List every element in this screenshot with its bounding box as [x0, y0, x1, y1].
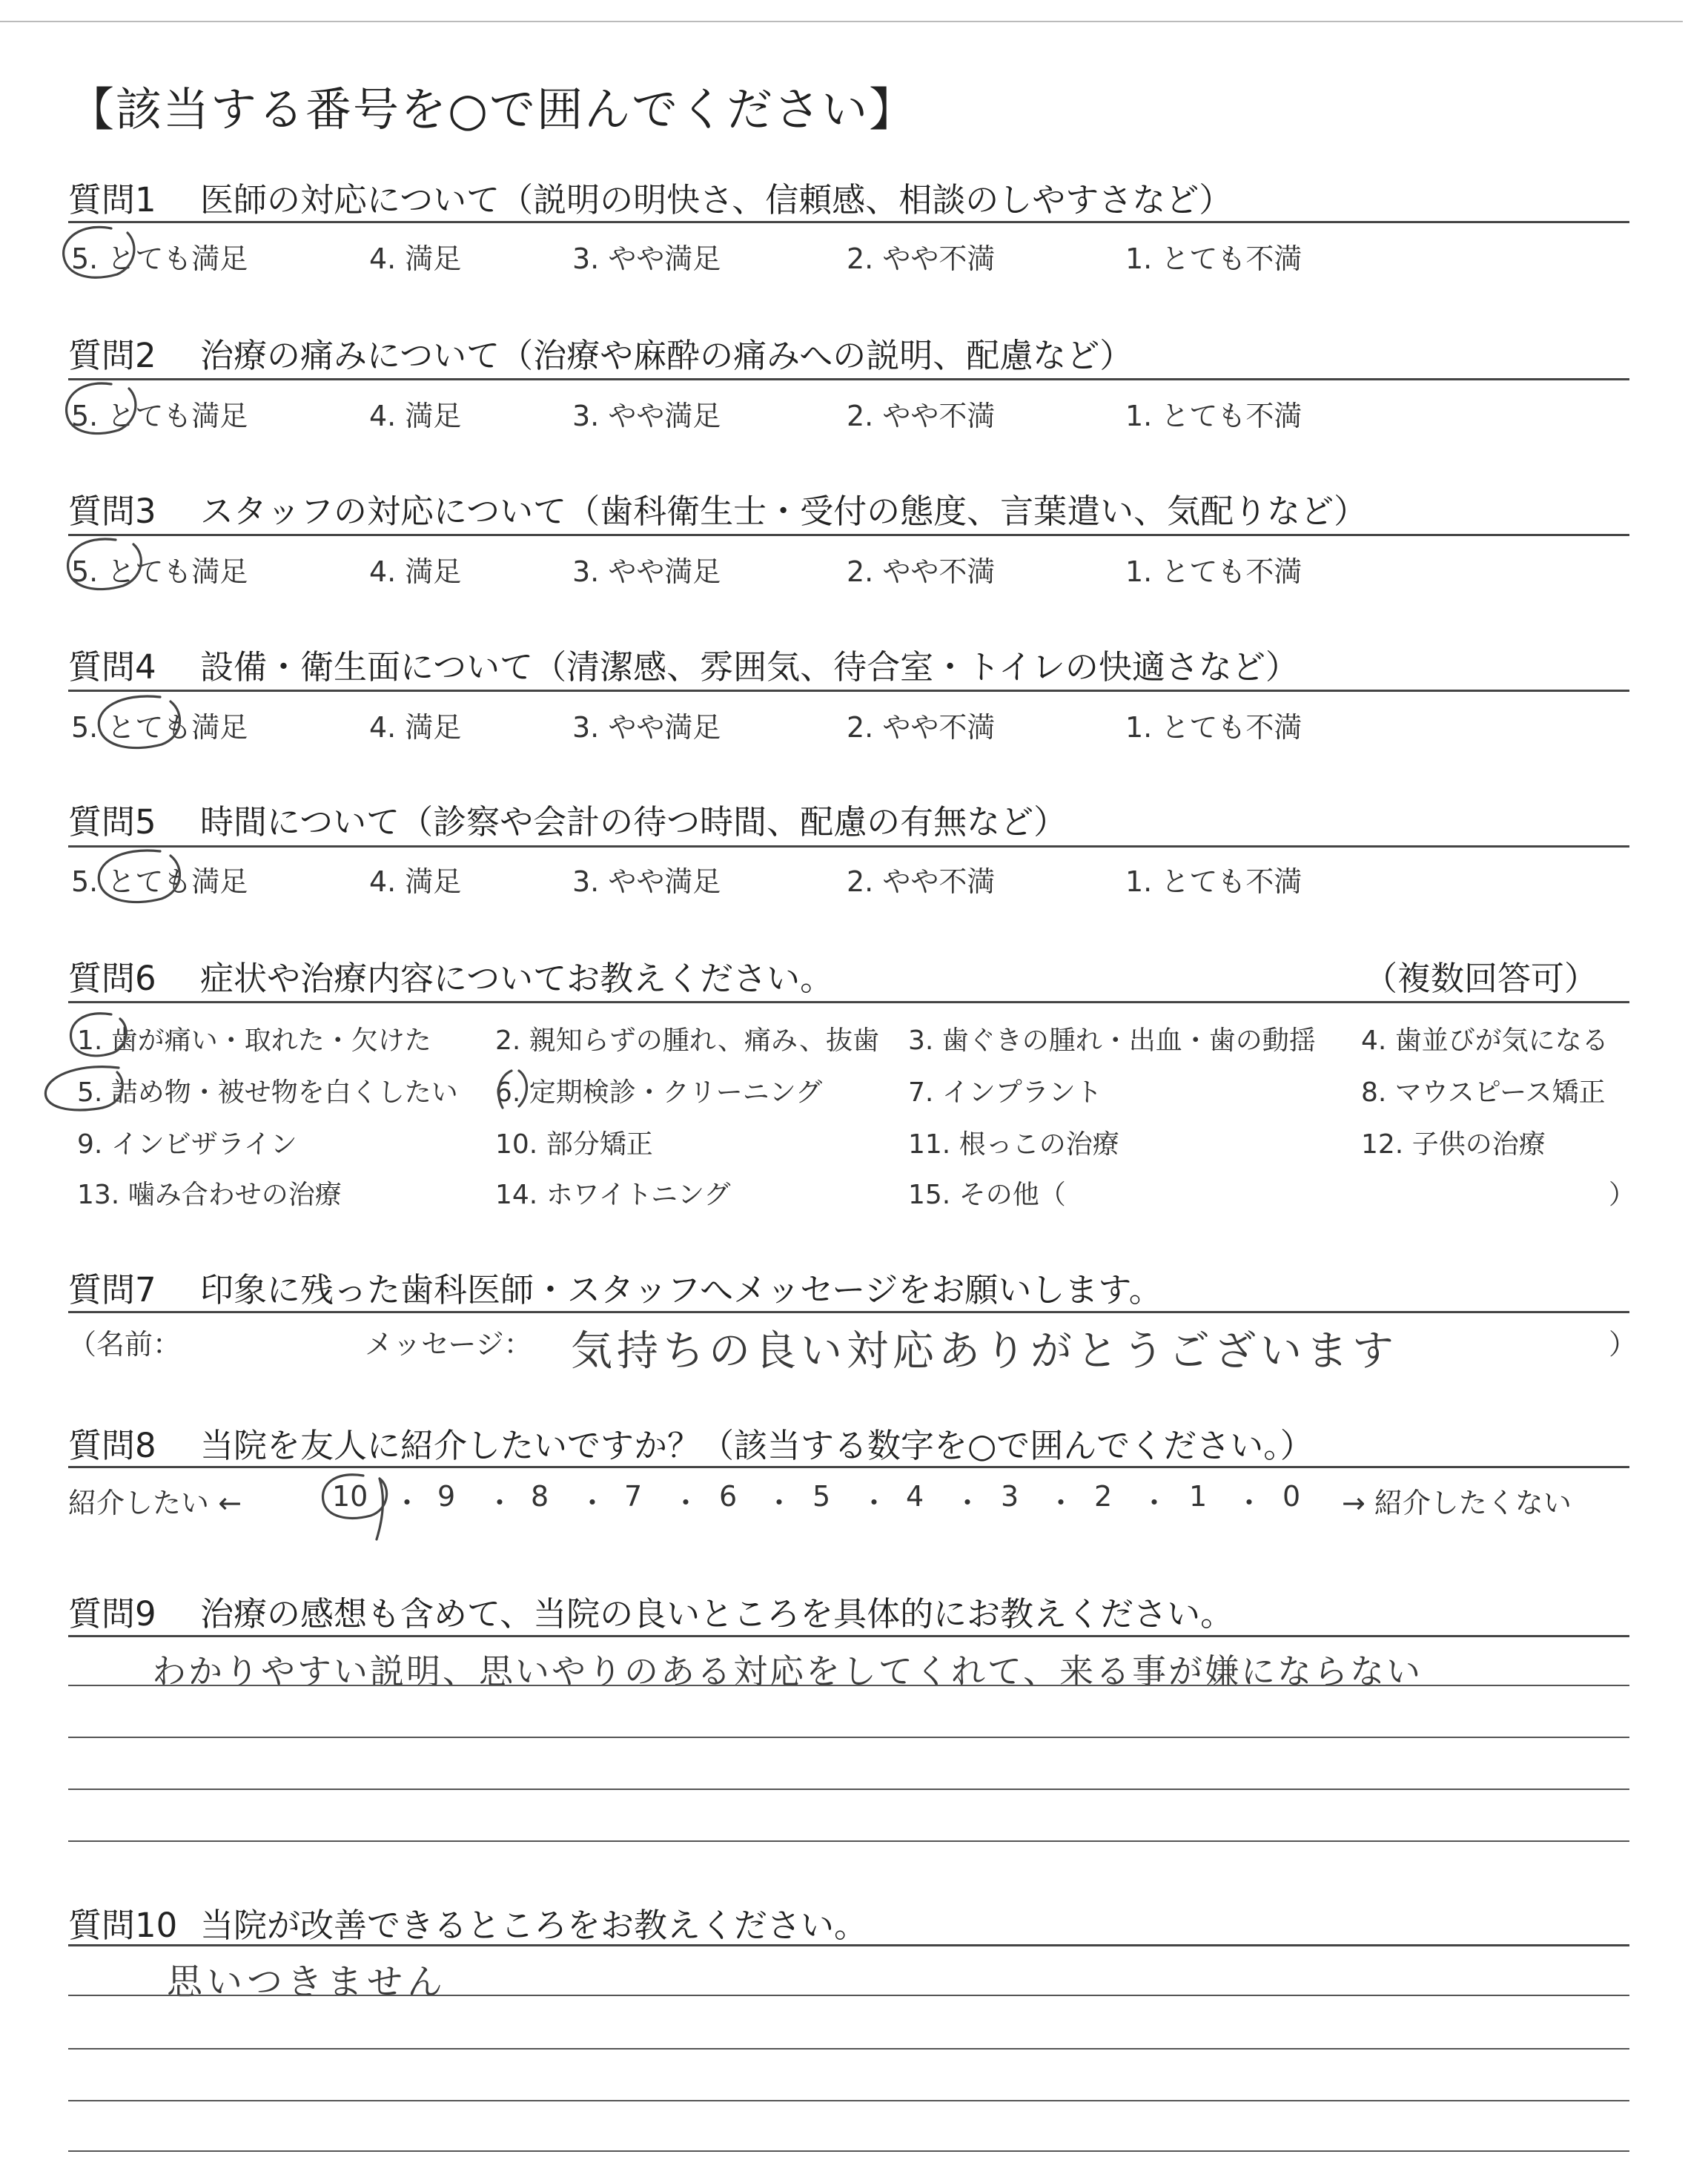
- question-7-text: 印象に残った歯科医師・スタッフへメッセージをお願いします。: [200, 1270, 1162, 1309]
- q8-score-3[interactable]: 3: [1001, 1480, 1019, 1513]
- q5-option-2[interactable]: 2. やや不満: [847, 865, 996, 898]
- q3-option-2[interactable]: 2. やや不満: [847, 555, 996, 588]
- q10-answer-line: [68, 2100, 1629, 2101]
- question-9-title: [68, 1587, 1234, 1635]
- question-4-title: [68, 640, 1299, 688]
- question-1-rule: [68, 221, 1629, 223]
- q6-option-2[interactable]: 2. 親知らずの腫れ、痛み、抜歯: [495, 1025, 880, 1056]
- q3-option-4[interactable]: 4. 満足: [369, 555, 462, 588]
- question-9-number: 質問9: [68, 1594, 156, 1634]
- q8-dot: ・: [953, 1487, 982, 1519]
- question-3-number: 質問3: [68, 492, 156, 531]
- q1-option-2[interactable]: 2. やや不満: [847, 242, 996, 275]
- q7-name-label: （名前：: [68, 1328, 182, 1361]
- q8-dot: ・: [765, 1487, 794, 1519]
- q10-answer-line: [68, 1995, 1629, 1996]
- q8-score-4[interactable]: 4: [906, 1480, 924, 1513]
- question-6-text: 症状や治療内容についてお教えください。: [200, 959, 834, 998]
- q10-answer-line: [68, 2048, 1629, 2050]
- q5-option-1[interactable]: 1. とても不満: [1125, 865, 1302, 898]
- question-10-number: 質問10: [68, 1906, 178, 1945]
- q2-option-3[interactable]: 3. やや満足: [572, 400, 721, 432]
- q6-option-11[interactable]: 11. 根っこの治療: [908, 1129, 1119, 1160]
- question-7-title: [68, 1263, 1162, 1311]
- q9-answer-line: [68, 1685, 1629, 1686]
- q9-answer-line: [68, 1840, 1629, 1842]
- question-3-rule: [68, 534, 1629, 536]
- q8-right-label: → 紹介したくない: [1342, 1487, 1572, 1519]
- question-6-rule: [68, 1001, 1629, 1003]
- q6-option-14[interactable]: 14. ホワイトニング: [495, 1180, 731, 1210]
- q4-option-3[interactable]: 3. やや満足: [572, 711, 721, 744]
- question-2-title: [68, 328, 1133, 377]
- question-1-text: 医師の対応について（説明の明快さ、信頼感、相談のしやすさなど）: [200, 180, 1233, 219]
- q8-score-1[interactable]: 1: [1189, 1480, 1208, 1513]
- q9-answer-line: [68, 1789, 1629, 1790]
- q3-option-5[interactable]: 5. とても満足: [71, 555, 248, 588]
- question-5-title: [68, 795, 1067, 843]
- q8-dot: ・: [1140, 1487, 1169, 1519]
- q8-score-0[interactable]: 0: [1282, 1480, 1301, 1513]
- q4-option-2[interactable]: 2. やや不満: [847, 711, 996, 744]
- question-8-title: [68, 1418, 1314, 1467]
- question-3-title: [68, 484, 1367, 532]
- question-8-number: 質問8: [68, 1426, 156, 1465]
- q6-option-5[interactable]: 5. 詰め物・被せ物を白くしたい: [77, 1077, 458, 1108]
- q5-option-4[interactable]: 4. 満足: [369, 865, 462, 898]
- q6-option-7[interactable]: 7. インプラント: [908, 1077, 1102, 1108]
- q10-answer-line: [68, 2150, 1629, 2152]
- question-3-text: スタッフの対応について（歯科衛生士・受付の態度、言葉遣い、気配りなど）: [200, 492, 1368, 531]
- question-2-text: 治療の痛みについて（治療や麻酔の痛みへの説明、配慮など）: [200, 336, 1133, 375]
- q2-option-5[interactable]: 5. とても満足: [71, 400, 248, 432]
- q1-option-4[interactable]: 4. 満足: [369, 242, 462, 275]
- question-9-rule: [68, 1635, 1629, 1637]
- q6-option-10[interactable]: 10. 部分矯正: [495, 1129, 653, 1160]
- question-6-number: 質問6: [68, 959, 156, 998]
- q4-option-5[interactable]: 5. とても満足: [71, 711, 248, 744]
- q8-dot: ・: [672, 1487, 701, 1519]
- q5-option-5[interactable]: 5. とても満足: [71, 865, 248, 898]
- question-1-number: 質問1: [68, 180, 156, 219]
- q3-option-3[interactable]: 3. やや満足: [572, 555, 721, 588]
- question-2-number: 質問2: [68, 336, 156, 375]
- q6-option-6[interactable]: 6. 定期検診・クリーニング: [495, 1077, 823, 1108]
- question-5-text: 時間について（診察や会計の待つ時間、配慮の有無など）: [200, 802, 1068, 842]
- q6-option-1[interactable]: 1. 歯が痛い・取れた・欠けた: [77, 1025, 431, 1056]
- question-9-text: 治療の感想も含めて、当院の良いところを具体的にお教えください。: [200, 1594, 1234, 1634]
- question-8-text: 当院を友人に紹介したいですか？（該当する数字を○で囲んでください。）: [200, 1426, 1314, 1465]
- question-10-rule: [68, 1944, 1629, 1946]
- q7-message-label: メッセージ：: [365, 1328, 532, 1361]
- q2-option-4[interactable]: 4. 満足: [369, 400, 462, 432]
- q5-option-3[interactable]: 3. やや満足: [572, 865, 721, 898]
- q8-dot: ・: [1235, 1487, 1264, 1519]
- question-7-rule: [68, 1311, 1629, 1313]
- q8-score-7[interactable]: 7: [624, 1480, 643, 1513]
- q8-score-10[interactable]: 10: [332, 1480, 368, 1513]
- question-10-title: [68, 1898, 867, 1946]
- q4-option-1[interactable]: 1. とても不満: [1125, 711, 1302, 744]
- q9-answer-line: [68, 1737, 1629, 1738]
- page-header: 【該当する番号を○で囲んでください】: [68, 82, 917, 136]
- q8-dot: ・: [486, 1487, 514, 1519]
- q8-dot: ・: [578, 1487, 607, 1519]
- question-4-number: 質問4: [68, 647, 156, 687]
- question-4-text: 設備・衛生面について（清潔感、雰囲気、待合室・トイレの快適さなど）: [200, 647, 1299, 687]
- q6-option-15[interactable]: 15. その他（: [908, 1180, 1066, 1210]
- q8-score-8[interactable]: 8: [531, 1480, 549, 1513]
- q8-score-6[interactable]: 6: [719, 1480, 738, 1513]
- q6-option-9[interactable]: 9. インビザライン: [77, 1129, 297, 1160]
- q9-handwritten-answer: わかりやすい説明、思いやりのある対応をしてくれて、来る事が嫌にならない: [152, 1651, 1423, 1691]
- question-7-number: 質問7: [68, 1270, 156, 1309]
- q4-option-4[interactable]: 4. 満足: [369, 711, 462, 744]
- q8-score-9[interactable]: 9: [437, 1480, 456, 1513]
- question-6-title: [68, 951, 833, 1000]
- question-5-rule: [68, 845, 1629, 848]
- q8-dot: ・: [393, 1487, 422, 1519]
- question-10-text: 当院が改善できるところをお教えください。: [200, 1906, 868, 1945]
- question-5-number: 質問5: [68, 802, 156, 842]
- scan-edge-line: [0, 21, 1683, 22]
- q6-option-12[interactable]: 12. 子供の治療: [1361, 1129, 1546, 1160]
- q3-option-1[interactable]: 1. とても不満: [1125, 555, 1302, 588]
- q8-dot: ・: [1047, 1487, 1076, 1519]
- q7-handwritten-message: 気持ちの良い対応ありがとうございます: [571, 1327, 1398, 1375]
- question-4-rule: [68, 690, 1629, 692]
- q6-option-4[interactable]: 4. 歯並びが気になる: [1361, 1025, 1609, 1056]
- q1-option-3[interactable]: 3. やや満足: [572, 242, 721, 275]
- question-8-rule: [68, 1466, 1629, 1468]
- q8-dot: ・: [860, 1487, 889, 1519]
- q6-option-13[interactable]: 13. 噛み合わせの治療: [77, 1180, 342, 1210]
- q10-handwritten-answer: 思いつきません: [167, 1961, 448, 2003]
- q2-option-1[interactable]: 1. とても不満: [1125, 400, 1302, 432]
- q7-close-paren: ）: [1609, 1328, 1638, 1361]
- q8-score-5[interactable]: 5: [812, 1480, 831, 1513]
- q8-left-label: 紹介したい ←: [68, 1487, 242, 1519]
- question-1-title: [68, 173, 1232, 221]
- q1-option-5[interactable]: 5. とても満足: [71, 242, 248, 275]
- q6-option-3[interactable]: 3. 歯ぐきの腫れ・出血・歯の動揺: [908, 1025, 1316, 1056]
- q1-option-1[interactable]: 1. とても不満: [1125, 242, 1302, 275]
- question-6-note: （複数回答可）: [1364, 959, 1598, 998]
- q8-score-2[interactable]: 2: [1094, 1480, 1113, 1513]
- q6-other-close-paren: ）: [1609, 1180, 1636, 1210]
- q2-option-2[interactable]: 2. やや不満: [847, 400, 996, 432]
- q6-option-8[interactable]: 8. マウスピース矯正: [1361, 1077, 1606, 1108]
- question-2-rule: [68, 378, 1629, 380]
